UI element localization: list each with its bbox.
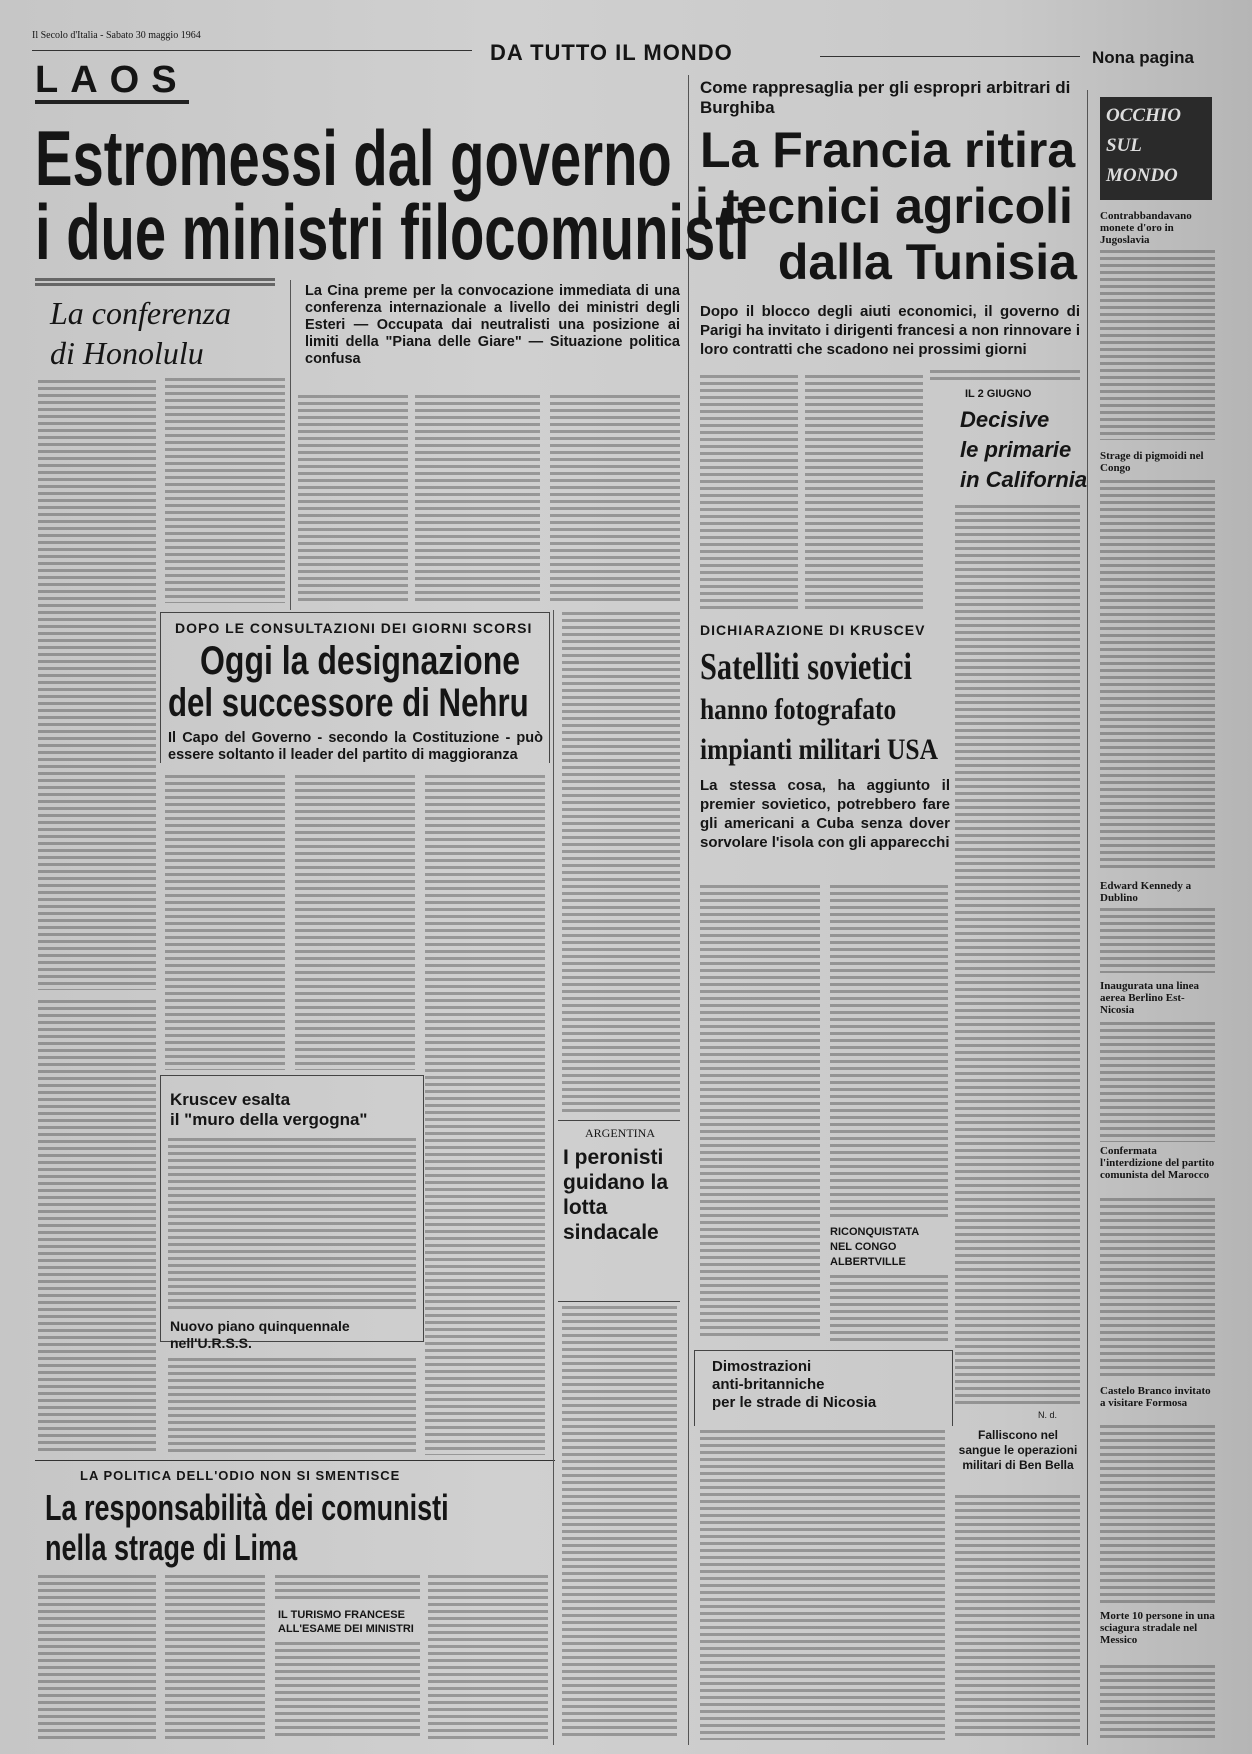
california-headline-3: in California (960, 467, 1088, 492)
article-text (830, 1275, 948, 1342)
nicosia-headline-3: per le strade di Nicosia (712, 1394, 877, 1411)
laos-subhead: La Cina preme per la convocazione immediata di una conferenza internazionale a livello dei ministri degli Esteri — Occupata dai neutralisti una posizione ai limiti della "Piana delle Giare" — Situazione politica confusa (305, 283, 680, 367)
congo-headline: RICONQUISTATA NEL CONGO ALBERTVILLE (830, 1226, 919, 1268)
article-text (955, 1495, 1080, 1740)
page-number: Nona pagina (1092, 48, 1195, 67)
section-title: DA TUTTO IL MONDO (490, 40, 733, 65)
argentina-headline: I peronisti guidano la lotta sindacale (563, 1146, 668, 1244)
article-text (428, 1575, 548, 1740)
kruscev-headline-1: Satelliti sovietici (700, 646, 912, 688)
article-text (1100, 1665, 1215, 1740)
nicosia-headline-1: Dimostrazioni (712, 1358, 812, 1375)
article-text (165, 1575, 265, 1740)
article-text (415, 395, 540, 602)
article-text (550, 395, 680, 602)
francia-headline-1: La Francia ritira (700, 122, 1076, 178)
article-text (1100, 1198, 1215, 1378)
muro-headline-4: nell'U.R.S.S. (170, 1335, 252, 1351)
article-text (38, 1575, 156, 1740)
occhio-item: Strage di pigmoidi nel Congo (1100, 450, 1204, 474)
nehru-headline-2: del successore di Nehru (168, 681, 529, 725)
laos-headline-2: i due ministri filocomunisti (35, 188, 750, 276)
article-text (700, 1430, 945, 1740)
laos-headline-1: Estromessi dal governo (35, 114, 672, 202)
article-text (562, 1306, 677, 1736)
article-text (1100, 1425, 1215, 1605)
occhio-item: Castelo Branco invitato a visitare Formosa (1100, 1385, 1211, 1409)
francia-subhead: Dopo il blocco degli aiuti economici, il governo di Parigi ha invitato i dirigenti francesi a non rinnovare i loro contratti che scadono nei prossimi giorni (700, 303, 1080, 358)
article-text (1100, 250, 1215, 440)
article-text (1100, 480, 1215, 870)
article-text (562, 612, 680, 1112)
honolulu-title-1: La conferenza (50, 295, 232, 331)
article-text (38, 380, 156, 990)
column-rule (688, 75, 689, 1745)
column-rule (553, 610, 554, 1745)
occhio-item: Confermata l'interdizione del partito comunista del Marocco (1100, 1145, 1215, 1181)
article-text (700, 375, 798, 610)
article-text (168, 1358, 416, 1455)
francia-headline-3: dalla Tunisia (777, 234, 1077, 290)
honolulu-title-2: di Honolulu (50, 335, 204, 371)
nehru-headline-1: Oggi la designazione (200, 639, 521, 683)
lima-headline-2: nella strage di Lima (45, 1527, 298, 1568)
article-text (168, 1138, 416, 1313)
column-rule (290, 280, 291, 610)
occhio-item: Morte 10 persone in una sciagura stradale nel Messico (1100, 1610, 1215, 1646)
kruscev-subhead: La stessa cosa, ha aggiunto il premier sovietico, potrebbero fare gli americani a Cuba senza dover sorvolare l'isola con gli apparecchi (700, 777, 950, 851)
kruscev-headline-3: impianti militari USA (700, 733, 939, 766)
article-text (700, 885, 820, 1340)
divider (32, 50, 472, 51)
lima-headline-1: La responsabilità dei comunisti (45, 1487, 449, 1528)
california-headline-1: Decisive (960, 407, 1050, 432)
nehru-subhead: Il Capo del Governo - secondo la Costituzione - può essere soltanto il leader del partito di maggioranza (168, 730, 543, 763)
kruscev-headline-2: hanno fotografato (700, 693, 897, 726)
article-text (295, 775, 415, 1070)
california-headline-2: le primarie (960, 437, 1072, 462)
california-kicker: IL 2 GIUGNO (965, 388, 1032, 400)
nehru-kicker: DOPO LE CONSULTAZIONI DEI GIORNI SCORSI (175, 620, 533, 636)
article-text (298, 395, 408, 602)
article-text (1100, 908, 1215, 973)
turismo-headline: IL TURISMO FRANCESE ALL'ESAME DEI MINISTRI (278, 1609, 414, 1635)
article-text (930, 370, 1080, 384)
occhio-title-2: SUL (1106, 135, 1142, 156)
laos-kicker: LAOS (35, 60, 189, 104)
benbella-headline: Falliscono nel sangue le operazioni militari di Ben Bella (958, 1428, 1078, 1472)
argentina-kicker: ARGENTINA (585, 1126, 655, 1140)
article-text (165, 775, 285, 1070)
muro-headline-2: il "muro della vergogna" (170, 1110, 368, 1129)
divider (35, 1460, 555, 1461)
article-text (165, 378, 285, 603)
occhio-title-1: OCCHIO (1106, 105, 1181, 126)
article-text (275, 1575, 420, 1603)
occhio-item: Contrabbandavano monete d'oro in Jugoslavia (1100, 210, 1192, 246)
article-text (38, 1000, 156, 1455)
occhio-item: Inaugurata una linea aerea Berlino Est-Nicosia (1100, 980, 1200, 1016)
francia-headline-2: i tecnici agricoli (695, 178, 1073, 234)
occhio-title-3: MONDO (1106, 165, 1178, 186)
article-text (830, 885, 948, 1220)
kruscev-kicker: DICHIARAZIONE DI KRUSCEV (700, 622, 926, 638)
nicosia-headline-2: anti-britanniche (712, 1376, 825, 1393)
occhio-sul-mondo-logo (1100, 97, 1212, 200)
divider (820, 56, 1080, 57)
article-text (1100, 1022, 1215, 1142)
benbella-sign: N. d. (1038, 1410, 1058, 1420)
article-text (805, 375, 923, 610)
occhio-item: Edward Kennedy a Dublino (1100, 880, 1192, 904)
article-text (955, 505, 1080, 1405)
dateline: Il Secolo d'Italia - Sabato 30 maggio 1964 (32, 30, 201, 41)
lima-kicker: LA POLITICA DELL'ODIO NON SI SMENTISCE (80, 1468, 401, 1483)
muro-headline-1: Kruscev esalta (170, 1090, 291, 1109)
column-rule (1087, 90, 1088, 1745)
article-text (275, 1642, 420, 1740)
francia-kicker: Come rappresaglia per gli espropri arbitrari di Burghiba (700, 78, 1071, 117)
muro-headline-3: Nuovo piano quinquennale (170, 1318, 350, 1334)
article-text (425, 775, 545, 1455)
